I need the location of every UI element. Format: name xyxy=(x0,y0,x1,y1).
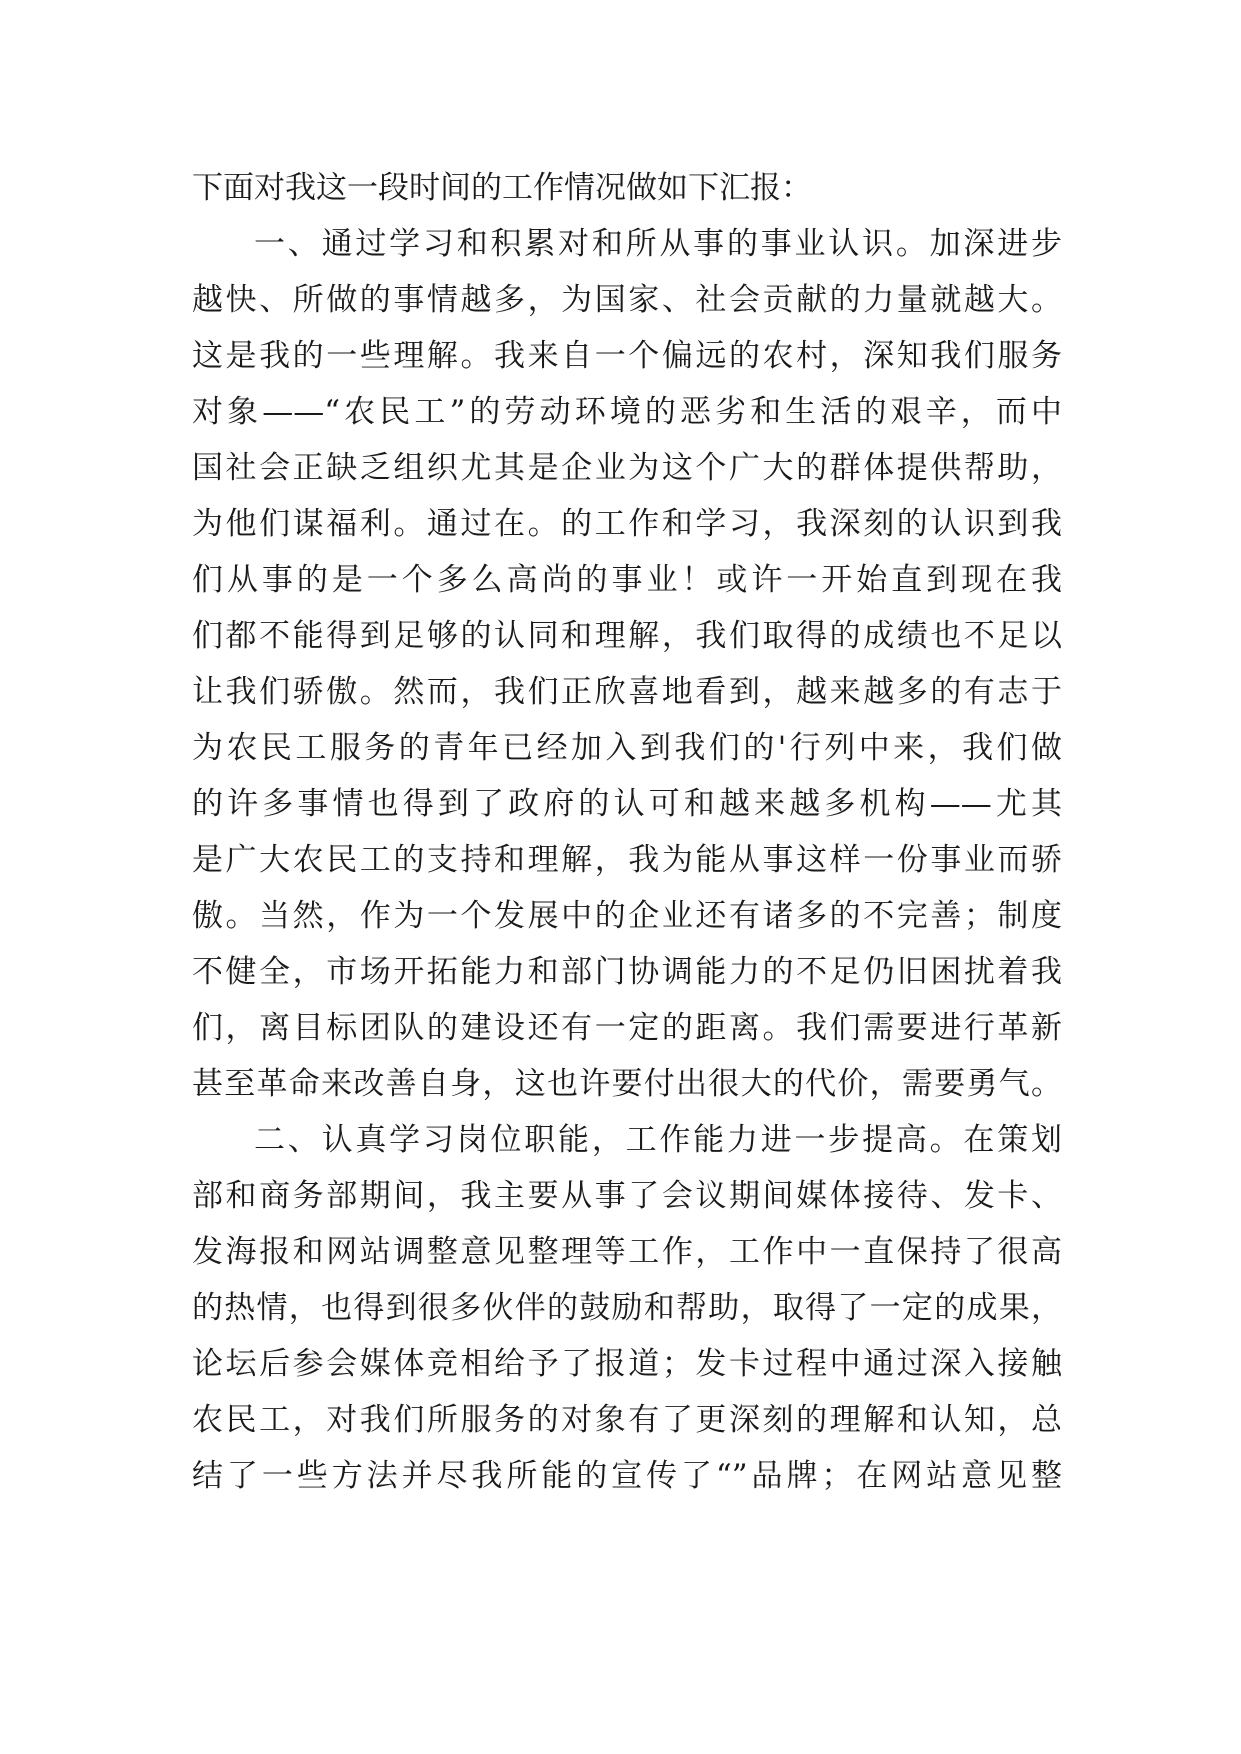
text-line: 的热情，也得到很多伙伴的鼓励和帮助，取得了一定的成果， xyxy=(192,1290,1062,1326)
text-line: 傲。当然，作为一个发展中的企业还有诸多的不完善；制度 xyxy=(192,898,1062,934)
text-line: 下面对我这一段时间的工作情况做如下汇报： xyxy=(192,170,812,206)
text-line: 部和商务部期间，我主要从事了会议期间媒体接待、发卡、 xyxy=(192,1178,1062,1214)
text-line: 为农民工服务的青年已经加入到我们的'行列中来，我们做 xyxy=(192,730,1062,766)
body-text xyxy=(192,160,1062,1504)
text-line: 不健全，市场开拓能力和部门协调能力的不足仍旧困扰着我 xyxy=(192,954,1062,990)
text-line: 让我们骄傲。然而，我们正欣喜地看到，越来越多的有志于 xyxy=(192,674,1062,710)
text-line: 为他们谋福利。通过在。的工作和学习，我深刻的认识到我 xyxy=(192,506,1062,542)
text-line: 结了一些方法并尽我所能的宣传了“”品牌；在网站意见整 xyxy=(192,1458,1062,1494)
text-line: 对象——“农民工”的劳动环境的恶劣和生活的艰辛，而中 xyxy=(192,394,1062,430)
text-line: 农民工，对我们所服务的对象有了更深刻的理解和认知，总 xyxy=(192,1402,1062,1438)
paragraph-1-first-line: 一、通过学习和积累对和所从事的事业认识。加深进步 xyxy=(254,226,1062,262)
text-line: 的许多事情也得到了政府的认可和越来越多机构——尤其 xyxy=(192,786,1062,822)
text-line: 国社会正缺乏组织尤其是企业为这个广大的群体提供帮助， xyxy=(192,450,1062,486)
text-line: 这是我的一些理解。我来自一个偏远的农村，深知我们服务 xyxy=(192,338,1062,374)
text-line: 论坛后参会媒体竞相给予了报道；发卡过程中通过深入接触 xyxy=(192,1346,1062,1382)
text-line: 发海报和网站调整意见整理等工作，工作中一直保持了很高 xyxy=(192,1234,1062,1270)
paragraph-2-first-line: 二、认真学习岗位职能，工作能力进一步提高。在策划 xyxy=(254,1122,1062,1158)
text-line: 们，离目标团队的建设还有一定的距离。我们需要进行革新 xyxy=(192,1010,1062,1046)
text-line: 们从事的是一个多么高尚的事业！或许一开始直到现在我 xyxy=(192,562,1062,598)
text-line: 是广大农民工的支持和理解，我为能从事这样一份事业而骄 xyxy=(192,842,1062,878)
text-line: 甚至革命来改善自身，这也许要付出很大的代价，需要勇气。 xyxy=(192,1066,1062,1102)
text-line: 越快、所做的事情越多，为国家、社会贡献的力量就越大。 xyxy=(192,282,1062,318)
text-line: 们都不能得到足够的认同和理解，我们取得的成绩也不足以 xyxy=(192,618,1062,654)
